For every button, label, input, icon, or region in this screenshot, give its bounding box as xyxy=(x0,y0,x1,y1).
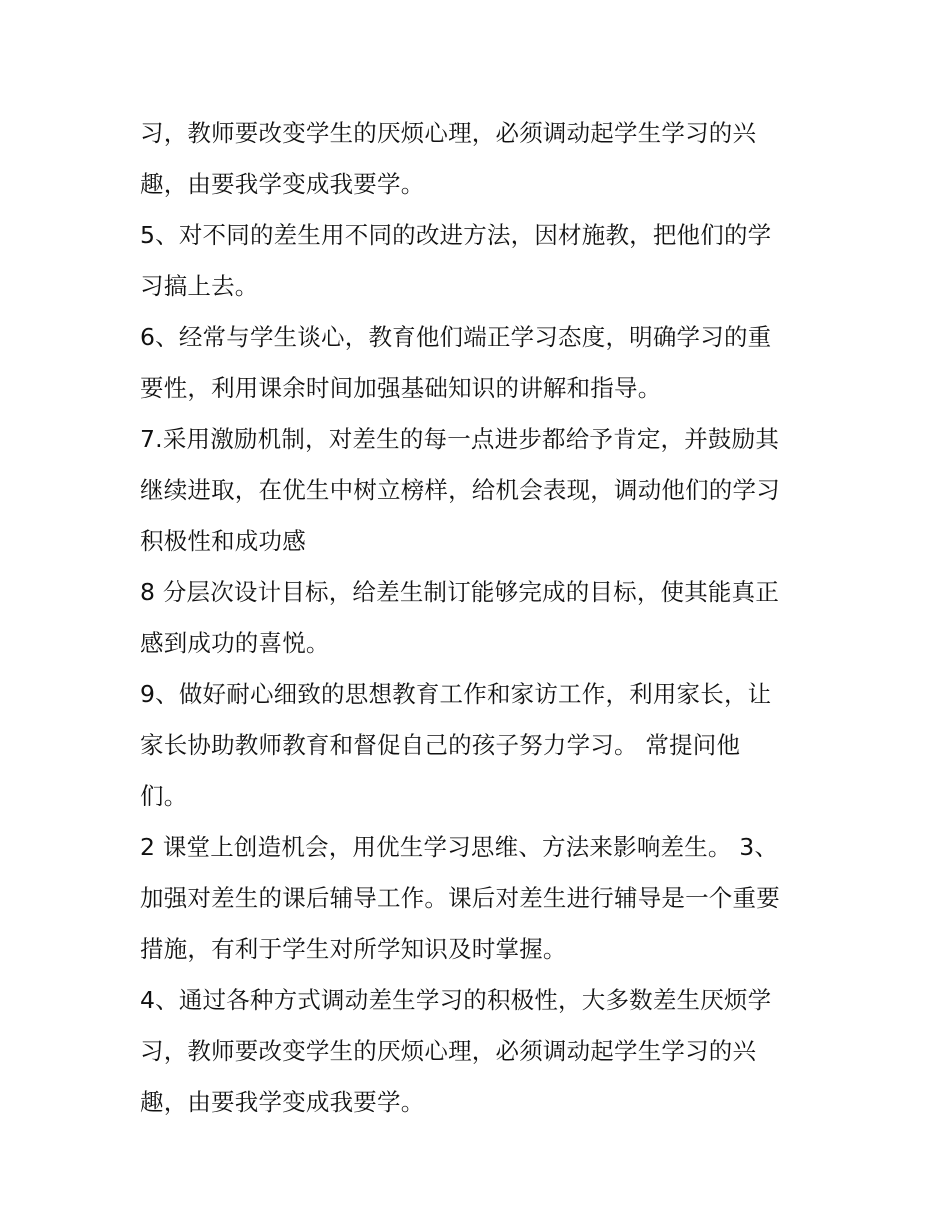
text-line: 习搞上去。 xyxy=(140,272,259,300)
text-line: 习，教师要改变学生的厌烦心理，必须调动起学生学习的兴 xyxy=(140,119,757,147)
text-line: 趣，由要我学变成我要学。 xyxy=(140,170,425,198)
text-line: 要性，利用课余时间加强基础知识的讲解和指导。 xyxy=(140,374,662,402)
text-line: 9、做好耐心细致的思想教育工作和家访工作，利用家长，让 xyxy=(140,680,772,708)
text-line: 家长协助教师教育和督促自己的孩子努力学习。 常提问他 xyxy=(140,731,741,759)
text-line: 2 课堂上创造机会，用优生学习思维、方法来影响差生。 3、 xyxy=(140,833,779,861)
text-line: 感到成功的喜悦。 xyxy=(140,629,330,657)
text-line: 4、通过各种方式调动差生学习的积极性，大多数差生厌烦学 xyxy=(140,986,772,1014)
text-line: 积极性和成功感 xyxy=(140,527,306,555)
document-body xyxy=(140,108,830,1128)
text-line: 5、对不同的差生用不同的改进方法，因材施教，把他们的学 xyxy=(140,221,772,249)
text-line: 继续进取，在优生中树立榜样，给机会表现，调动他们的学习 xyxy=(140,476,780,504)
text-line: 措施，有利于学生对所学知识及时掌握。 xyxy=(140,935,567,963)
text-line: 6、经常与学生谈心，教育他们端正学习态度，明确学习的重 xyxy=(140,323,772,351)
text-line: 习，教师要改变学生的厌烦心理，必须调动起学生学习的兴 xyxy=(140,1037,757,1065)
text-line: 们。 xyxy=(140,782,188,810)
text-line: 8 分层次设计目标，给差生制订能够完成的目标，使其能真正 xyxy=(140,578,780,606)
text-line: 加强对差生的课后辅导工作。课后对差生进行辅导是一个重要 xyxy=(140,884,780,912)
text-line: 趣，由要我学变成我要学。 xyxy=(140,1088,425,1116)
text-line: 7.采用激励机制，对差生的每一点进步都给予肯定，并鼓励其 xyxy=(140,425,780,453)
